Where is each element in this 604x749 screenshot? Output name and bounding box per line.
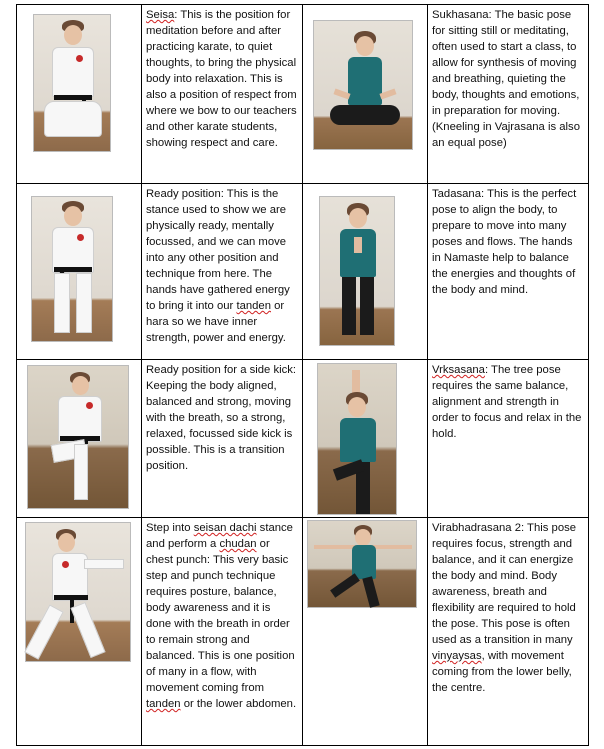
text-segment: stance and perform a bbox=[146, 522, 293, 550]
flagged-word: tanden bbox=[146, 698, 181, 710]
photo-cell bbox=[303, 518, 428, 746]
table-row bbox=[17, 360, 589, 518]
yoga-sukhasana-photo bbox=[313, 20, 413, 150]
description-cell bbox=[428, 518, 589, 746]
text-segment: or hara so we have inner strength, power and energy. bbox=[146, 300, 286, 344]
description-cell bbox=[142, 184, 303, 360]
photo-cell bbox=[17, 184, 142, 360]
pose-description bbox=[428, 518, 588, 696]
text-segment: Virabhadrasana 2: This pose requires focus, strength and balance, and it can energize the body and mind. Body awareness, breath and flexibility are required to hold the pose. This pose is often used as a transition in many bbox=[432, 522, 577, 646]
photo-cell bbox=[303, 184, 428, 360]
text-segment: or the lower abdomen. bbox=[180, 698, 297, 710]
yoga-tree-pose-photo bbox=[317, 363, 397, 515]
photo-cell bbox=[303, 5, 428, 184]
flagged-word: vinyaysas bbox=[432, 650, 482, 662]
description-cell bbox=[428, 360, 589, 518]
table-row bbox=[17, 184, 589, 360]
flagged-word: chudan bbox=[219, 538, 257, 550]
description-cell bbox=[428, 5, 589, 184]
karate-chest-punch-photo bbox=[25, 522, 131, 662]
flagged-word: tanden bbox=[236, 300, 271, 312]
flagged-word: seisan dachi bbox=[193, 522, 257, 534]
photo-cell bbox=[17, 518, 142, 746]
description-cell bbox=[142, 360, 303, 518]
text-segment: Sukhasana: The basic pose for sitting still or meditating, often used to start a class, to allow for synthesis of moving and breathing, quieting the body, thoughts and emotions, in preparation for moving. (Kneeling in Vajrasana is also an equal pose) bbox=[432, 9, 580, 149]
pose-description bbox=[428, 184, 588, 298]
text-segment: : The tree pose requires the same balance, alignment and strength in order to focus and relax in the hold. bbox=[432, 364, 582, 440]
text-segment: , with movement coming from the lower belly, the centre. bbox=[432, 650, 572, 694]
flagged-word: Seisa bbox=[146, 9, 175, 21]
pose-description bbox=[142, 5, 302, 151]
pose-description bbox=[142, 184, 302, 346]
karate-ready-photo bbox=[31, 196, 113, 342]
text-segment: Ready position for a side kick: Keeping the body aligned, balanced and strong, moving with the breath, so a strong, relaxed, focussed side kick is possible. This is a transition position. bbox=[146, 364, 297, 472]
flagged-word: Vrksasana bbox=[432, 364, 485, 376]
yoga-warrior-two-photo bbox=[307, 520, 417, 608]
pose-description bbox=[428, 5, 588, 151]
pose-description bbox=[142, 360, 302, 474]
yoga-tadasana-photo bbox=[319, 196, 395, 346]
text-segment: Ready position: This is the stance used to show we are physically ready, mentally focussed, and we can move into any other position and technique from here. The hands have gathered energy to bring it into our bbox=[146, 188, 290, 312]
pose-description bbox=[142, 518, 302, 712]
text-segment: Step into bbox=[146, 522, 194, 534]
karate-side-kick-ready-photo bbox=[27, 365, 129, 509]
table-row bbox=[17, 518, 589, 746]
text-segment: or chest punch: This very basic step and punch technique requires posture, balance, body awareness and it is done with the breath in order to remain strong and balanced. This is one position of many in a flow, with movement coming from bbox=[146, 538, 295, 694]
karate-seiza-photo bbox=[33, 14, 111, 152]
photo-cell bbox=[17, 360, 142, 518]
photo-cell bbox=[17, 5, 142, 184]
table-row bbox=[17, 5, 589, 184]
photo-cell bbox=[303, 360, 428, 518]
description-cell bbox=[142, 518, 303, 746]
text-segment: Tadasana: This is the perfect pose to align the body, to prepare to move into many poses and flows. The hands in Namaste help to balance the energies and thoughts of the body and mind. bbox=[432, 188, 577, 296]
description-cell bbox=[428, 184, 589, 360]
poses-comparison-table bbox=[16, 4, 589, 746]
text-segment: : This is the position for meditation before and after practicing karate, to quiet thoughts, to bring the physical body into relaxation. This is also a position of respect from where we bow to our teachers and other karate students, showing respect and care. bbox=[146, 9, 297, 149]
description-cell bbox=[142, 5, 303, 184]
pose-description bbox=[428, 360, 588, 442]
